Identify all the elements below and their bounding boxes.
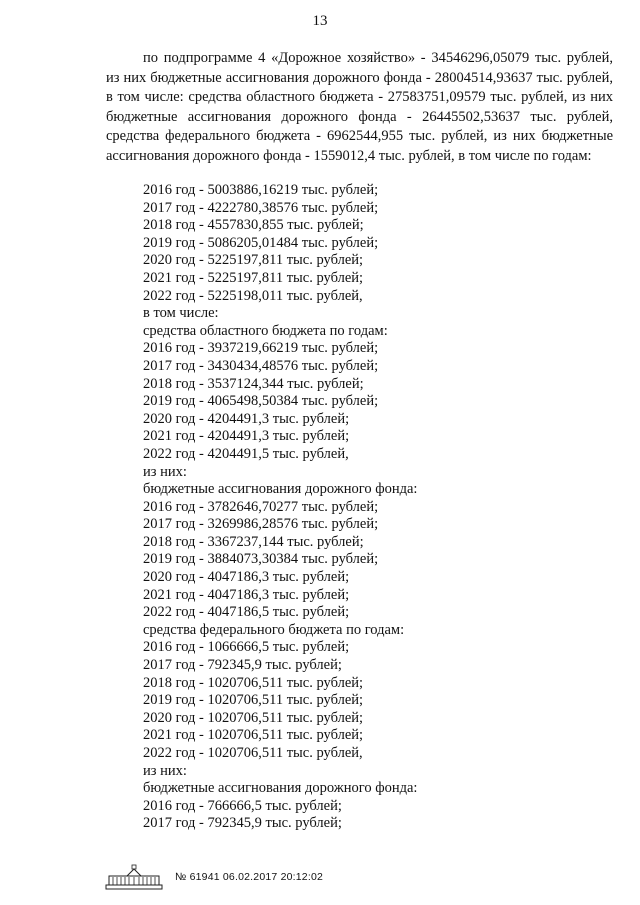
- budget-line: 2017 год - 4222780,38576 тыс. рублей;: [143, 199, 379, 216]
- budget-line: 2021 год - 4204491,3 тыс. рублей;: [143, 428, 350, 445]
- budget-line: 2016 год - 5003886,16219 тыс. рублей;: [143, 182, 379, 198]
- budget-line: 2020 год - 1020706,511 тыс. рублей;: [143, 709, 364, 726]
- budget-line: 2020 год - 4204491,3 тыс. рублей;: [143, 410, 350, 427]
- budget-line: 2021 год - 5225197,811 тыс. рублей;: [143, 269, 364, 286]
- budget-line: 2018 год - 1020706,511 тыс. рублей;: [143, 674, 364, 691]
- budget-line: 2020 год - 4047186,3 тыс. рублей;: [143, 569, 350, 586]
- budget-line: 2016 год - 766666,5 тыс. рублей;: [143, 797, 342, 814]
- budget-line: 2019 год - 4065498,50384 тыс. рублей;: [143, 393, 379, 410]
- budget-line: 2021 год - 4047186,3 тыс. рублей;: [143, 586, 350, 603]
- budget-line: 2018 год - 3367237,144 тыс. рублей;: [143, 533, 364, 550]
- building-emblem-icon: [105, 863, 163, 891]
- budget-line: 2017 год - 3269986,28576 тыс. рублей;: [143, 516, 379, 533]
- budget-line: 2022 год - 4047186,5 тыс. рублей;: [143, 604, 350, 621]
- budget-lines: [143, 182, 603, 833]
- budget-line: 2022 год - 1020706,511 тыс. рублей,: [143, 745, 363, 761]
- registration-stamp: № 61941 06.02.2017 20:12:02: [175, 871, 324, 883]
- budget-line: бюджетные ассигнования дорожного фонда:: [143, 481, 418, 498]
- budget-line: средства федерального бюджета по годам:: [143, 621, 405, 638]
- budget-line: 2016 год - 1066666,5 тыс. рублей;: [143, 639, 350, 656]
- document-footer: [105, 862, 405, 892]
- budget-line: 2017 год - 792345,9 тыс. рублей;: [143, 657, 342, 674]
- budget-line: 2022 год - 4204491,5 тыс. рублей,: [143, 445, 349, 462]
- budget-line: 2016 год - 3937219,66219 тыс. рублей;: [143, 340, 379, 357]
- budget-line: 2016 год - 3782646,70277 тыс. рублей;: [143, 498, 379, 515]
- budget-line: 2020 год - 5225197,811 тыс. рублей;: [143, 252, 364, 269]
- page-number: 13: [312, 13, 328, 29]
- budget-line: 2018 год - 3537124,344 тыс. рублей;: [143, 375, 364, 392]
- budget-line: из них:: [143, 463, 187, 480]
- budget-line: 2019 год - 1020706,511 тыс. рублей;: [143, 692, 364, 709]
- budget-line: 2021 год - 1020706,511 тыс. рублей;: [143, 727, 364, 744]
- budget-line: 2022 год - 5225198,011 тыс. рублей,: [143, 287, 363, 304]
- budget-line: 2017 год - 792345,9 тыс. рублей;: [143, 815, 342, 832]
- budget-line: бюджетные ассигнования дорожного фонда:: [143, 780, 418, 797]
- budget-line: 2017 год - 3430434,48576 тыс. рублей;: [143, 357, 379, 374]
- budget-line: 2019 год - 3884073,30384 тыс. рублей;: [143, 551, 379, 568]
- budget-line: в том числе:: [143, 305, 219, 322]
- intro-text: по подпрограмме 4 «Дорожное хозяйство» - 34546296,05079 тыс. рублей, из них бюджетные ассигнования дорожного фонда - 28004514,93637 тыс. рублей, в том числе: средства областного бюджета - 27583751,09579 тыс. рублей, из них бюджетные ассигнования дорожного фонда - 26445502,53637 тыс. рублей, средства федерального бюджета - 6962544,955 тыс. рублей, из них бюджетные ассигнования дорожного фонда - 1559012,4 тыс. рублей, в том числе по годам:: [106, 50, 613, 164]
- intro-paragraph: [106, 49, 613, 167]
- budget-line: средства областного бюджета по годам:: [143, 322, 388, 339]
- budget-line: из них:: [143, 762, 187, 779]
- budget-line: 2019 год - 5086205,01484 тыс. рублей;: [143, 234, 379, 251]
- budget-line: 2018 год - 4557830,855 тыс. рублей;: [143, 217, 364, 234]
